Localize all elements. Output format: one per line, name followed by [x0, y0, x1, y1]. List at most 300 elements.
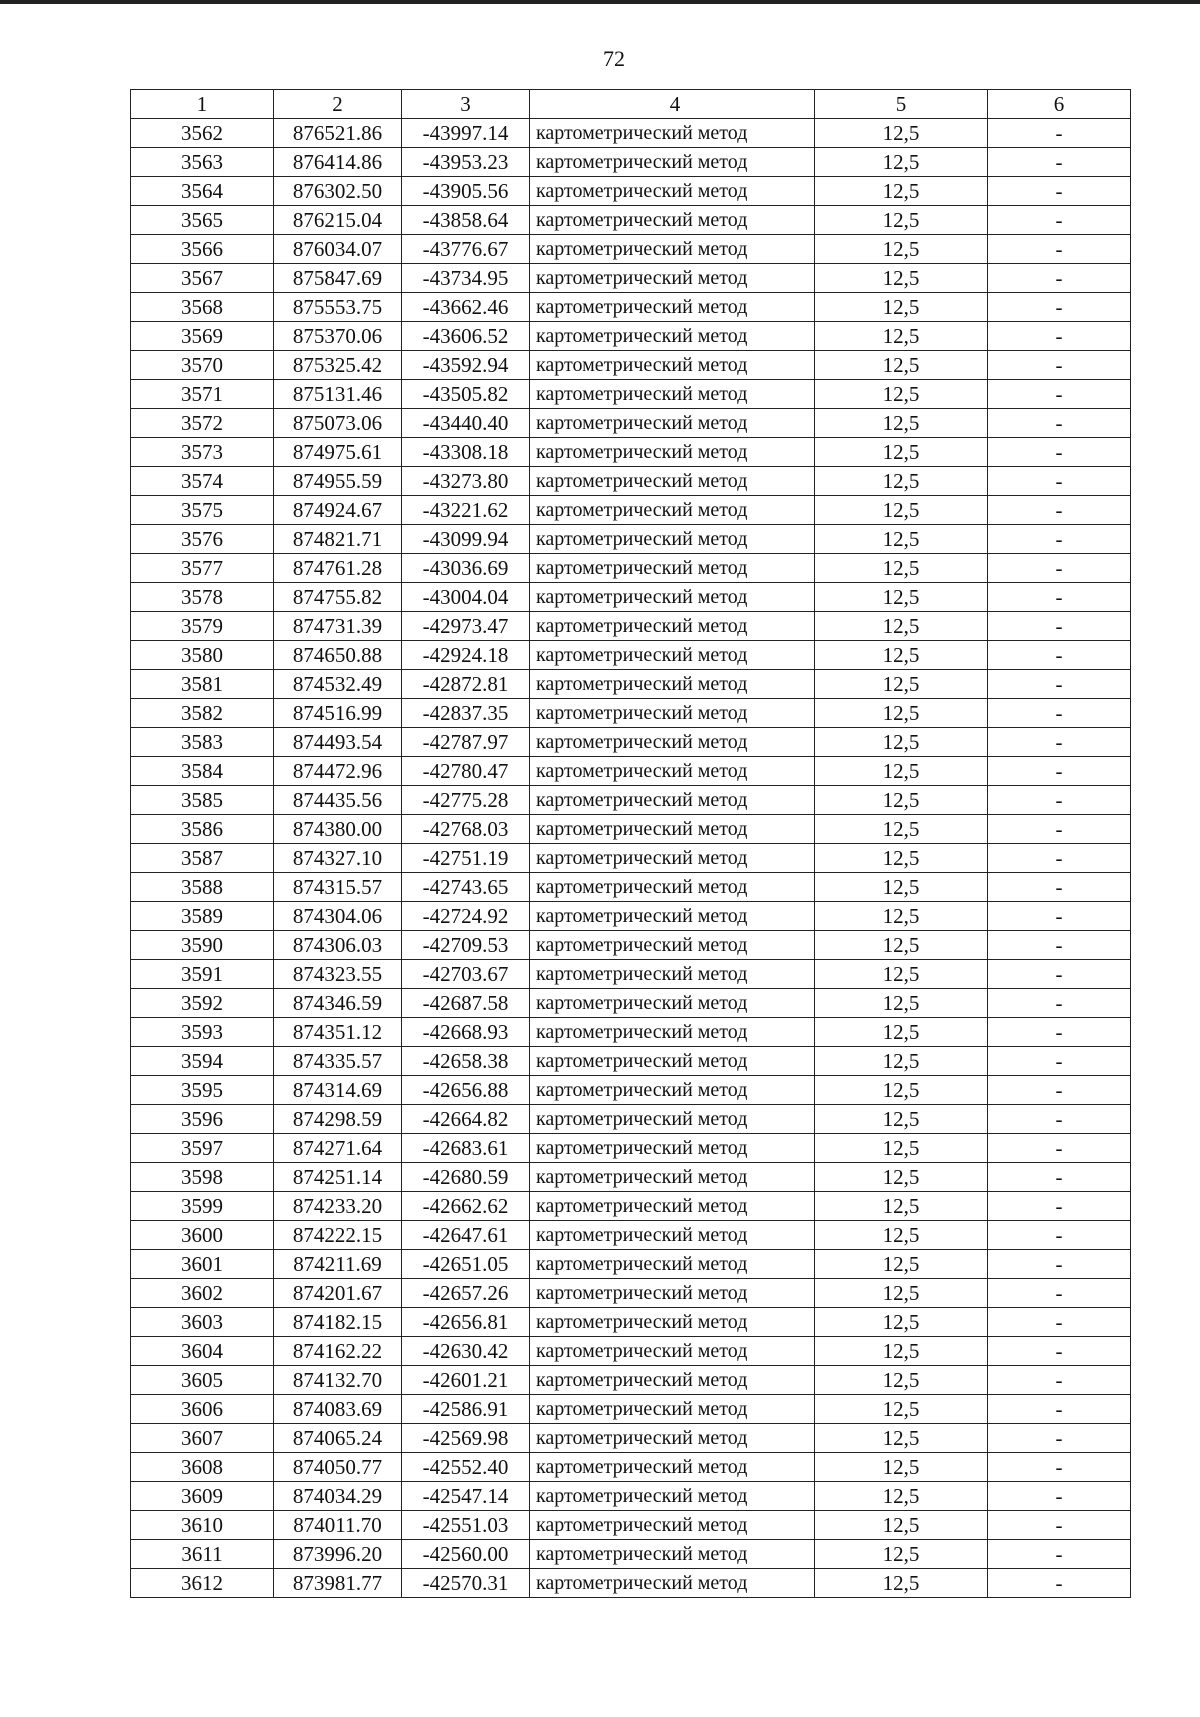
x-coordinate-cell: 874755.82	[274, 583, 402, 612]
x-coordinate-cell: 875370.06	[274, 322, 402, 351]
table-row	[131, 1279, 1131, 1308]
note-cell: -	[988, 1569, 1131, 1598]
table-row	[131, 1134, 1131, 1163]
point-number-cell: 3579	[131, 612, 274, 641]
accuracy-cell: 12,5	[815, 1453, 988, 1482]
x-coordinate-cell: 874083.69	[274, 1395, 402, 1424]
table-row	[131, 554, 1131, 583]
accuracy-cell: 12,5	[815, 322, 988, 351]
table-row	[131, 1482, 1131, 1511]
table-row	[131, 438, 1131, 467]
table-row	[131, 380, 1131, 409]
coordinates-table	[130, 89, 1131, 1598]
method-cell: картометрический метод	[530, 699, 815, 728]
y-coordinate-cell: -42668.93	[402, 1018, 530, 1047]
y-coordinate-cell: -43953.23	[402, 148, 530, 177]
method-cell: картометрический метод	[530, 148, 815, 177]
method-cell: картометрический метод	[530, 1076, 815, 1105]
method-cell: картометрический метод	[530, 177, 815, 206]
point-number-cell: 3572	[131, 409, 274, 438]
point-number-cell: 3580	[131, 641, 274, 670]
point-number-cell: 3602	[131, 1279, 274, 1308]
y-coordinate-cell: -42656.81	[402, 1308, 530, 1337]
note-cell: -	[988, 554, 1131, 583]
point-number-cell: 3609	[131, 1482, 274, 1511]
point-number-cell: 3583	[131, 728, 274, 757]
accuracy-cell: 12,5	[815, 1511, 988, 1540]
x-coordinate-cell: 874323.55	[274, 960, 402, 989]
point-number-cell: 3601	[131, 1250, 274, 1279]
note-cell: -	[988, 1482, 1131, 1511]
note-cell: -	[988, 1279, 1131, 1308]
method-cell: картометрический метод	[530, 119, 815, 148]
y-coordinate-cell: -42601.21	[402, 1366, 530, 1395]
x-coordinate-cell: 874132.70	[274, 1366, 402, 1395]
y-coordinate-cell: -42683.61	[402, 1134, 530, 1163]
accuracy-cell: 12,5	[815, 1337, 988, 1366]
x-coordinate-cell: 875847.69	[274, 264, 402, 293]
table-row	[131, 1366, 1131, 1395]
method-cell: картометрический метод	[530, 670, 815, 699]
accuracy-cell: 12,5	[815, 873, 988, 902]
table-row	[131, 1424, 1131, 1453]
note-cell: -	[988, 1395, 1131, 1424]
method-cell: картометрический метод	[530, 322, 815, 351]
x-coordinate-cell: 874211.69	[274, 1250, 402, 1279]
method-cell: картометрический метод	[530, 931, 815, 960]
note-cell: -	[988, 960, 1131, 989]
accuracy-cell: 12,5	[815, 1018, 988, 1047]
note-cell: -	[988, 177, 1131, 206]
point-number-cell: 3577	[131, 554, 274, 583]
method-cell: картометрический метод	[530, 206, 815, 235]
table-row	[131, 815, 1131, 844]
point-number-cell: 3570	[131, 351, 274, 380]
y-coordinate-cell: -42768.03	[402, 815, 530, 844]
column-header-5: 5	[815, 90, 988, 119]
point-number-cell: 3596	[131, 1105, 274, 1134]
point-number-cell: 3576	[131, 525, 274, 554]
accuracy-cell: 12,5	[815, 1482, 988, 1511]
method-cell: картометрический метод	[530, 1424, 815, 1453]
accuracy-cell: 12,5	[815, 1076, 988, 1105]
y-coordinate-cell: -43440.40	[402, 409, 530, 438]
table-row	[131, 1221, 1131, 1250]
table-row	[131, 1395, 1131, 1424]
table-row	[131, 1250, 1131, 1279]
point-number-cell: 3599	[131, 1192, 274, 1221]
x-coordinate-cell: 874314.69	[274, 1076, 402, 1105]
table-row	[131, 1308, 1131, 1337]
point-number-cell: 3566	[131, 235, 274, 264]
method-cell: картометрический метод	[530, 989, 815, 1018]
accuracy-cell: 12,5	[815, 989, 988, 1018]
point-number-cell: 3597	[131, 1134, 274, 1163]
table-row	[131, 873, 1131, 902]
note-cell: -	[988, 989, 1131, 1018]
accuracy-cell: 12,5	[815, 525, 988, 554]
point-number-cell: 3598	[131, 1163, 274, 1192]
accuracy-cell: 12,5	[815, 728, 988, 757]
point-number-cell: 3585	[131, 786, 274, 815]
method-cell: картометрический метод	[530, 496, 815, 525]
table-row	[131, 351, 1131, 380]
method-cell: картометрический метод	[530, 293, 815, 322]
method-cell: картометрический метод	[530, 757, 815, 786]
note-cell: -	[988, 1018, 1131, 1047]
point-number-cell: 3581	[131, 670, 274, 699]
accuracy-cell: 12,5	[815, 1221, 988, 1250]
x-coordinate-cell: 874924.67	[274, 496, 402, 525]
accuracy-cell: 12,5	[815, 1424, 988, 1453]
point-number-cell: 3563	[131, 148, 274, 177]
y-coordinate-cell: -42724.92	[402, 902, 530, 931]
y-coordinate-cell: -42570.31	[402, 1569, 530, 1598]
y-coordinate-cell: -42586.91	[402, 1395, 530, 1424]
note-cell: -	[988, 293, 1131, 322]
x-coordinate-cell: 874650.88	[274, 641, 402, 670]
accuracy-cell: 12,5	[815, 1540, 988, 1569]
method-cell: картометрический метод	[530, 815, 815, 844]
method-cell: картометрический метод	[530, 380, 815, 409]
method-cell: картометрический метод	[530, 786, 815, 815]
x-coordinate-cell: 874050.77	[274, 1453, 402, 1482]
method-cell: картометрический метод	[530, 1018, 815, 1047]
table-row	[131, 1192, 1131, 1221]
table-row	[131, 844, 1131, 873]
note-cell: -	[988, 583, 1131, 612]
point-number-cell: 3588	[131, 873, 274, 902]
table-row	[131, 525, 1131, 554]
accuracy-cell: 12,5	[815, 554, 988, 583]
point-number-cell: 3567	[131, 264, 274, 293]
y-coordinate-cell: -43858.64	[402, 206, 530, 235]
x-coordinate-cell: 874346.59	[274, 989, 402, 1018]
accuracy-cell: 12,5	[815, 264, 988, 293]
page-number: 72	[603, 46, 625, 71]
note-cell: -	[988, 1163, 1131, 1192]
x-coordinate-cell: 876034.07	[274, 235, 402, 264]
y-coordinate-cell: -42709.53	[402, 931, 530, 960]
y-coordinate-cell: -42775.28	[402, 786, 530, 815]
x-coordinate-cell: 874435.56	[274, 786, 402, 815]
note-cell: -	[988, 1424, 1131, 1453]
x-coordinate-cell: 874532.49	[274, 670, 402, 699]
point-number-cell: 3568	[131, 293, 274, 322]
accuracy-cell: 12,5	[815, 177, 988, 206]
point-number-cell: 3595	[131, 1076, 274, 1105]
method-cell: картометрический метод	[530, 1192, 815, 1221]
table-row	[131, 409, 1131, 438]
x-coordinate-cell: 874162.22	[274, 1337, 402, 1366]
method-cell: картометрический метод	[530, 1337, 815, 1366]
table-row	[131, 467, 1131, 496]
accuracy-cell: 12,5	[815, 206, 988, 235]
note-cell: -	[988, 119, 1131, 148]
method-cell: картометрический метод	[530, 583, 815, 612]
y-coordinate-cell: -43308.18	[402, 438, 530, 467]
table-row	[131, 670, 1131, 699]
accuracy-cell: 12,5	[815, 1366, 988, 1395]
x-coordinate-cell: 874222.15	[274, 1221, 402, 1250]
note-cell: -	[988, 525, 1131, 554]
x-coordinate-cell: 874304.06	[274, 902, 402, 931]
x-coordinate-cell: 875073.06	[274, 409, 402, 438]
y-coordinate-cell: -42751.19	[402, 844, 530, 873]
x-coordinate-cell: 876414.86	[274, 148, 402, 177]
method-cell: картометрический метод	[530, 438, 815, 467]
x-coordinate-cell: 876302.50	[274, 177, 402, 206]
y-coordinate-cell: -42680.59	[402, 1163, 530, 1192]
note-cell: -	[988, 1540, 1131, 1569]
method-cell: картометрический метод	[530, 264, 815, 293]
table-row	[131, 119, 1131, 148]
table-row	[131, 1540, 1131, 1569]
point-number-cell: 3592	[131, 989, 274, 1018]
note-cell: -	[988, 380, 1131, 409]
note-cell: -	[988, 786, 1131, 815]
column-header-6: 6	[988, 90, 1131, 119]
note-cell: -	[988, 1105, 1131, 1134]
y-coordinate-cell: -42687.58	[402, 989, 530, 1018]
y-coordinate-cell: -43905.56	[402, 177, 530, 206]
y-coordinate-cell: -43734.95	[402, 264, 530, 293]
note-cell: -	[988, 1134, 1131, 1163]
note-cell: -	[988, 873, 1131, 902]
note-cell: -	[988, 1076, 1131, 1105]
accuracy-cell: 12,5	[815, 1395, 988, 1424]
table-row	[131, 960, 1131, 989]
x-coordinate-cell: 874201.67	[274, 1279, 402, 1308]
method-cell: картометрический метод	[530, 1569, 815, 1598]
method-cell: картометрический метод	[530, 960, 815, 989]
x-coordinate-cell: 874298.59	[274, 1105, 402, 1134]
method-cell: картометрический метод	[530, 902, 815, 931]
accuracy-cell: 12,5	[815, 902, 988, 931]
y-coordinate-cell: -42837.35	[402, 699, 530, 728]
table-row	[131, 206, 1131, 235]
note-cell: -	[988, 235, 1131, 264]
y-coordinate-cell: -43606.52	[402, 322, 530, 351]
y-coordinate-cell: -42560.00	[402, 1540, 530, 1569]
x-coordinate-cell: 874955.59	[274, 467, 402, 496]
column-header-2: 2	[274, 90, 402, 119]
table-row	[131, 902, 1131, 931]
note-cell: -	[988, 902, 1131, 931]
accuracy-cell: 12,5	[815, 670, 988, 699]
y-coordinate-cell: -42552.40	[402, 1453, 530, 1482]
y-coordinate-cell: -42973.47	[402, 612, 530, 641]
method-cell: картометрический метод	[530, 1221, 815, 1250]
y-coordinate-cell: -42569.98	[402, 1424, 530, 1453]
point-number-cell: 3607	[131, 1424, 274, 1453]
x-coordinate-cell: 875131.46	[274, 380, 402, 409]
x-coordinate-cell: 874182.15	[274, 1308, 402, 1337]
accuracy-cell: 12,5	[815, 844, 988, 873]
point-number-cell: 3590	[131, 931, 274, 960]
accuracy-cell: 12,5	[815, 467, 988, 496]
method-cell: картометрический метод	[530, 1163, 815, 1192]
note-cell: -	[988, 496, 1131, 525]
point-number-cell: 3594	[131, 1047, 274, 1076]
accuracy-cell: 12,5	[815, 380, 988, 409]
x-coordinate-cell: 874493.54	[274, 728, 402, 757]
accuracy-cell: 12,5	[815, 1308, 988, 1337]
method-cell: картометрический метод	[530, 641, 815, 670]
x-coordinate-cell: 874516.99	[274, 699, 402, 728]
accuracy-cell: 12,5	[815, 1134, 988, 1163]
table-row	[131, 177, 1131, 206]
method-cell: картометрический метод	[530, 1250, 815, 1279]
accuracy-cell: 12,5	[815, 1279, 988, 1308]
x-coordinate-cell: 874233.20	[274, 1192, 402, 1221]
x-coordinate-cell: 874761.28	[274, 554, 402, 583]
point-number-cell: 3569	[131, 322, 274, 351]
y-coordinate-cell: -43505.82	[402, 380, 530, 409]
note-cell: -	[988, 728, 1131, 757]
accuracy-cell: 12,5	[815, 1192, 988, 1221]
note-cell: -	[988, 206, 1131, 235]
y-coordinate-cell: -42647.61	[402, 1221, 530, 1250]
method-cell: картометрический метод	[530, 1279, 815, 1308]
y-coordinate-cell: -42551.03	[402, 1511, 530, 1540]
table-row	[131, 496, 1131, 525]
note-cell: -	[988, 757, 1131, 786]
method-cell: картометрический метод	[530, 728, 815, 757]
accuracy-cell: 12,5	[815, 1569, 988, 1598]
y-coordinate-cell: -42547.14	[402, 1482, 530, 1511]
point-number-cell: 3611	[131, 1540, 274, 1569]
y-coordinate-cell: -43004.04	[402, 583, 530, 612]
y-coordinate-cell: -42657.26	[402, 1279, 530, 1308]
y-coordinate-cell: -43221.62	[402, 496, 530, 525]
table-row	[131, 1569, 1131, 1598]
point-number-cell: 3605	[131, 1366, 274, 1395]
method-cell: картометрический метод	[530, 844, 815, 873]
y-coordinate-cell: -42872.81	[402, 670, 530, 699]
point-number-cell: 3586	[131, 815, 274, 844]
x-coordinate-cell: 874975.61	[274, 438, 402, 467]
x-coordinate-cell: 873981.77	[274, 1569, 402, 1598]
point-number-cell: 3571	[131, 380, 274, 409]
y-coordinate-cell: -42780.47	[402, 757, 530, 786]
point-number-cell: 3591	[131, 960, 274, 989]
table-row	[131, 1047, 1131, 1076]
x-coordinate-cell: 876215.04	[274, 206, 402, 235]
point-number-cell: 3600	[131, 1221, 274, 1250]
method-cell: картометрический метод	[530, 467, 815, 496]
table-body	[131, 119, 1131, 1598]
method-cell: картометрический метод	[530, 525, 815, 554]
x-coordinate-cell: 874315.57	[274, 873, 402, 902]
method-cell: картометрический метод	[530, 409, 815, 438]
x-coordinate-cell: 874034.29	[274, 1482, 402, 1511]
table-row	[131, 293, 1131, 322]
method-cell: картометрический метод	[530, 1105, 815, 1134]
note-cell: -	[988, 844, 1131, 873]
note-cell: -	[988, 1366, 1131, 1395]
x-coordinate-cell: 874011.70	[274, 1511, 402, 1540]
method-cell: картометрический метод	[530, 1047, 815, 1076]
x-coordinate-cell: 874731.39	[274, 612, 402, 641]
point-number-cell: 3574	[131, 467, 274, 496]
point-number-cell: 3584	[131, 757, 274, 786]
table-row	[131, 641, 1131, 670]
y-coordinate-cell: -43776.67	[402, 235, 530, 264]
table-row	[131, 699, 1131, 728]
top-border-line	[0, 0, 1200, 4]
note-cell: -	[988, 438, 1131, 467]
note-cell: -	[988, 1453, 1131, 1482]
point-number-cell: 3610	[131, 1511, 274, 1540]
accuracy-cell: 12,5	[815, 496, 988, 525]
x-coordinate-cell: 874251.14	[274, 1163, 402, 1192]
y-coordinate-cell: -42651.05	[402, 1250, 530, 1279]
accuracy-cell: 12,5	[815, 235, 988, 264]
method-cell: картометрический метод	[530, 1540, 815, 1569]
point-number-cell: 3578	[131, 583, 274, 612]
y-coordinate-cell: -42664.82	[402, 1105, 530, 1134]
y-coordinate-cell: -43997.14	[402, 119, 530, 148]
table-row	[131, 1076, 1131, 1105]
accuracy-cell: 12,5	[815, 815, 988, 844]
method-cell: картометрический метод	[530, 612, 815, 641]
x-coordinate-cell: 874306.03	[274, 931, 402, 960]
accuracy-cell: 12,5	[815, 148, 988, 177]
y-coordinate-cell: -42703.67	[402, 960, 530, 989]
table-row	[131, 1105, 1131, 1134]
x-coordinate-cell: 876521.86	[274, 119, 402, 148]
x-coordinate-cell: 874472.96	[274, 757, 402, 786]
accuracy-cell: 12,5	[815, 351, 988, 380]
x-coordinate-cell: 874821.71	[274, 525, 402, 554]
table-row	[131, 322, 1131, 351]
table-row	[131, 148, 1131, 177]
accuracy-cell: 12,5	[815, 293, 988, 322]
note-cell: -	[988, 1308, 1131, 1337]
method-cell: картометрический метод	[530, 1134, 815, 1163]
table-row	[131, 931, 1131, 960]
accuracy-cell: 12,5	[815, 960, 988, 989]
column-header-4: 4	[530, 90, 815, 119]
note-cell: -	[988, 409, 1131, 438]
table-row	[131, 728, 1131, 757]
table-row	[131, 583, 1131, 612]
note-cell: -	[988, 670, 1131, 699]
accuracy-cell: 12,5	[815, 786, 988, 815]
method-cell: картометрический метод	[530, 554, 815, 583]
note-cell: -	[988, 641, 1131, 670]
x-coordinate-cell: 874335.57	[274, 1047, 402, 1076]
table-row	[131, 1163, 1131, 1192]
point-number-cell: 3589	[131, 902, 274, 931]
y-coordinate-cell: -42662.62	[402, 1192, 530, 1221]
note-cell: -	[988, 815, 1131, 844]
y-coordinate-cell: -43273.80	[402, 467, 530, 496]
x-coordinate-cell: 874380.00	[274, 815, 402, 844]
accuracy-cell: 12,5	[815, 438, 988, 467]
x-coordinate-cell: 874271.64	[274, 1134, 402, 1163]
point-number-cell: 3608	[131, 1453, 274, 1482]
y-coordinate-cell: -43592.94	[402, 351, 530, 380]
x-coordinate-cell: 873996.20	[274, 1540, 402, 1569]
accuracy-cell: 12,5	[815, 931, 988, 960]
y-coordinate-cell: -42656.88	[402, 1076, 530, 1105]
method-cell: картометрический метод	[530, 1366, 815, 1395]
method-cell: картометрический метод	[530, 1511, 815, 1540]
note-cell: -	[988, 351, 1131, 380]
method-cell: картометрический метод	[530, 873, 815, 902]
